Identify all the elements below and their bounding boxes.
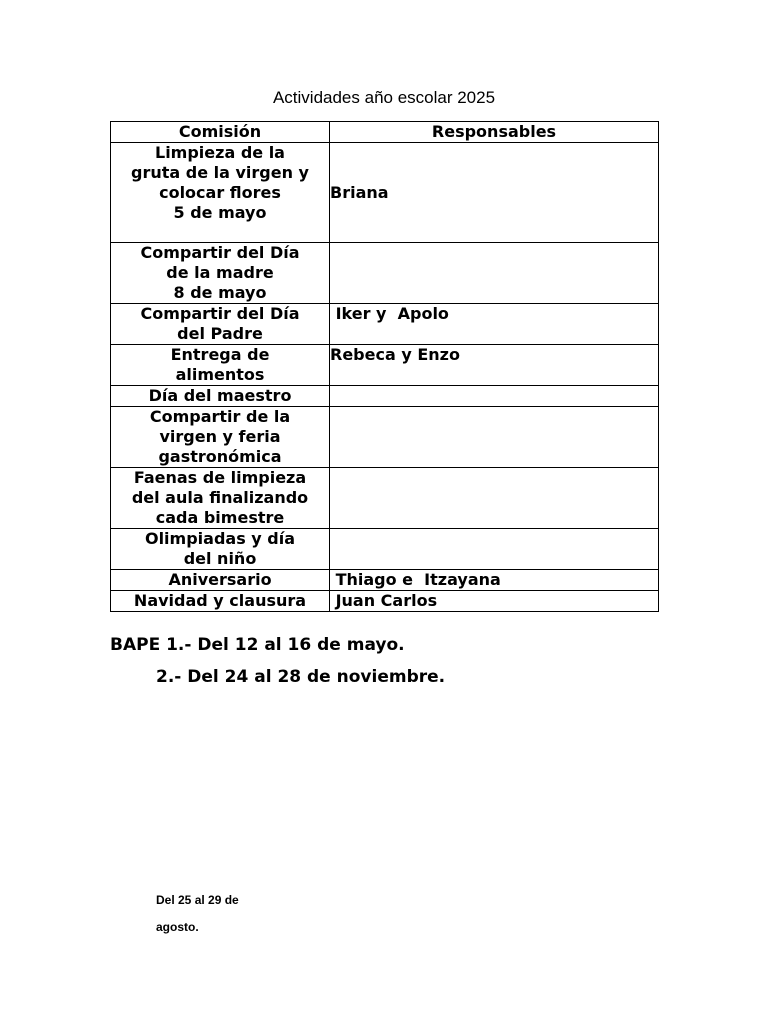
responsables-cell: [330, 386, 659, 407]
comision-text: 5 de mayo: [173, 203, 267, 222]
responsables-text: Rebeca y Enzo: [330, 345, 460, 364]
document-title: Actividades año escolar 2025: [272, 88, 496, 107]
comision-cell: [111, 468, 330, 529]
bape-line-1: BAPE 1.- Del 12 al 16 de mayo.: [110, 635, 405, 655]
comision-cell: [111, 407, 330, 468]
table-row: [111, 143, 659, 243]
table-row: [111, 591, 659, 612]
comision-cell: [111, 143, 330, 243]
table-row: [111, 345, 659, 386]
header-comision: Comisión: [111, 122, 330, 143]
responsables-text: Briana: [330, 182, 389, 202]
table-row: [111, 468, 659, 529]
bape-line-2: 2.- Del 24 al 28 de noviembre.: [156, 667, 446, 687]
comision-text: gruta de la virgen y: [131, 163, 309, 182]
responsables-cell: [330, 304, 659, 345]
comision-text: Día del maestro: [148, 386, 292, 405]
activities-table: [110, 121, 659, 612]
comision-text: alimentos: [175, 365, 265, 384]
comision-text: del niño: [183, 549, 257, 568]
comision-cell: [111, 570, 330, 591]
header-responsables: Responsables: [330, 122, 659, 143]
responsables-cell: [330, 407, 659, 468]
table-body: [111, 143, 659, 612]
note-line-1: Del 25 al 29 de: [156, 893, 239, 907]
responsables-cell: [330, 468, 659, 529]
responsables-cell: [330, 529, 659, 570]
comision-text: 8 de mayo: [173, 283, 267, 302]
comision-text: Navidad y clausura: [133, 591, 307, 610]
responsables-text: Iker y Apolo: [330, 304, 449, 323]
comision-text: Compartir del Día: [140, 243, 300, 262]
comision-text: Compartir del Día: [140, 304, 300, 323]
comision-text: Entrega de: [170, 345, 270, 364]
comision-text: colocar flores: [159, 183, 281, 202]
responsables-text: Juan Carlos: [330, 591, 438, 610]
comision-text: del aula finalizando: [131, 488, 309, 507]
responsables-text: Thiago e Itzayana: [330, 570, 501, 589]
comision-cell: [111, 304, 330, 345]
comision-text: gastronómica: [158, 447, 282, 466]
note-line-2: agosto.: [156, 920, 199, 934]
responsables-cell: [330, 243, 659, 304]
comision-text: Limpieza de la: [155, 143, 285, 162]
comision-text: cada bimestre: [155, 508, 285, 527]
comision-cell: [111, 591, 330, 612]
table-row: [111, 304, 659, 345]
comision-text: Olimpiadas y día: [144, 529, 296, 548]
comision-text: del Padre: [177, 324, 263, 343]
table-row: [111, 570, 659, 591]
table-row: [111, 386, 659, 407]
comision-text: virgen y feria: [159, 427, 281, 446]
comision-cell: [111, 529, 330, 570]
responsables-cell: [330, 143, 659, 243]
comision-text: de la madre: [166, 263, 274, 282]
table-header-row: [111, 122, 659, 143]
responsables-cell: [330, 570, 659, 591]
table-row: [111, 243, 659, 304]
table-row: [111, 407, 659, 468]
table-row: [111, 529, 659, 570]
comision-text: Faenas de limpieza: [133, 468, 307, 487]
responsables-cell: [330, 345, 659, 386]
comision-cell: [111, 386, 330, 407]
comision-text: Compartir de la: [149, 407, 291, 426]
comision-cell: [111, 243, 330, 304]
comision-cell: [111, 345, 330, 386]
responsables-cell: [330, 591, 659, 612]
comision-text: Aniversario: [168, 570, 272, 589]
